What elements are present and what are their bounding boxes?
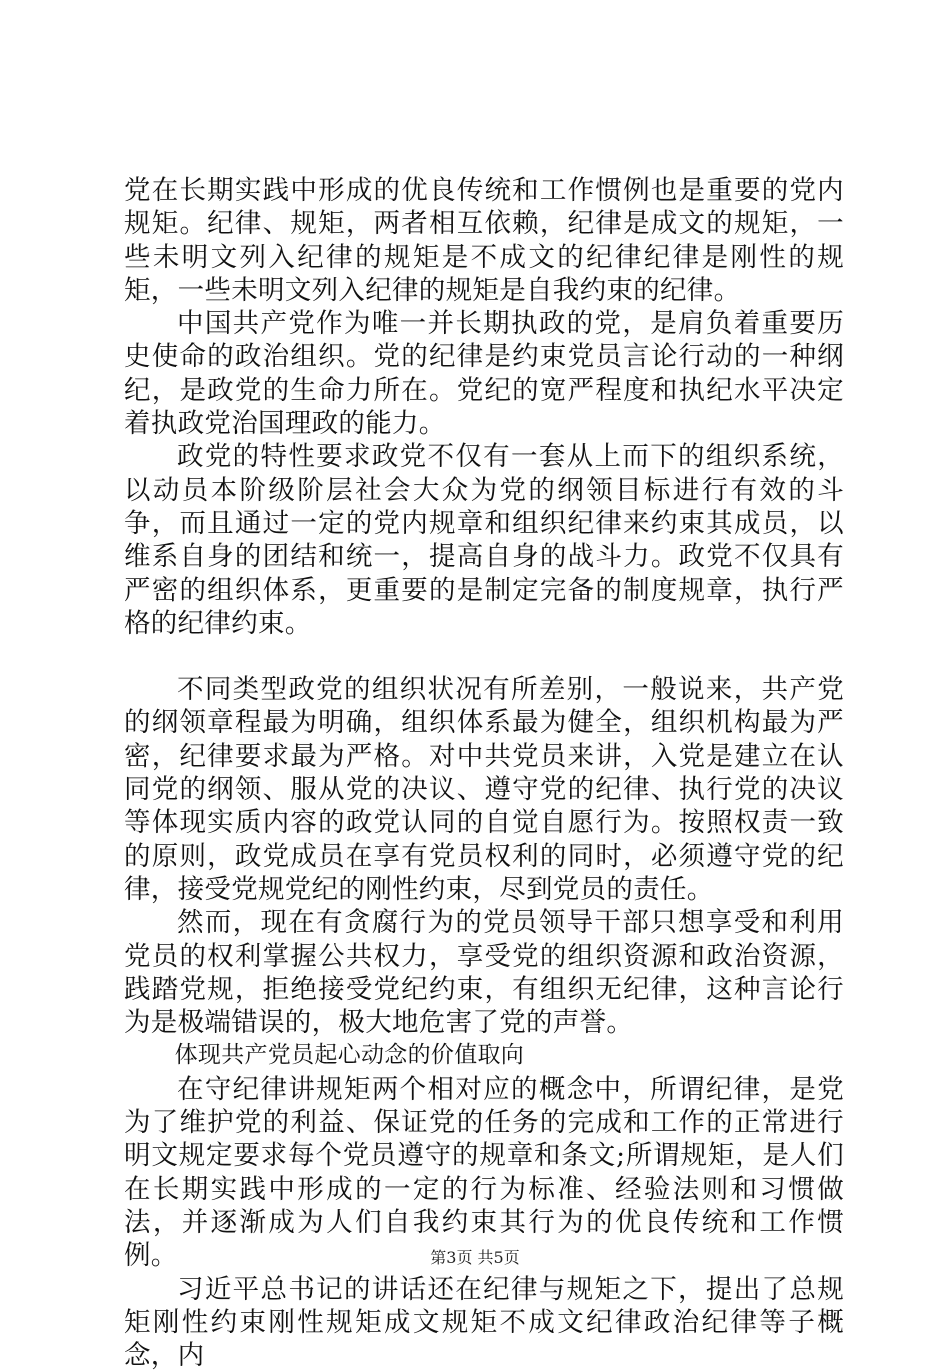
paragraph-7: 习近平总书记的讲话还在纪律与规矩之下，提出了总规矩刚性约束刚性规矩成文规矩不成文纪律政治纪律等子概念，内 — [124, 1273, 844, 1372]
section-heading: 体现共产党员起心动念的价值取向 — [124, 1039, 844, 1072]
paragraph-3: 政党的特性要求政党不仅有一套从上而下的组织系统，以动员本阶级阶层社会大众为党的纲领目标进行有效的斗争，而且通过一定的党内规章和组织纪律来约束其成员，以维系自身的团结和统一，提高自身的战斗力。政党不仅具有严密的组织体系，更重要的是制定完备的制度规章，执行严格的纪律约束。 — [124, 440, 844, 640]
paragraph-1: 党在长期实践中形成的优良传统和工作惯例也是重要的党内规矩。纪律、规矩，两者相互依赖，纪律是成文的规矩，一些未明文列入纪律的规矩是不成文的纪律纪律是刚性的规矩，一些未明文列入纪律的规矩是自我约束的纪律。 — [124, 174, 844, 307]
paragraph-5: 然而，现在有贪腐行为的党员领导干部只想享受和利用党员的权利掌握公共权力，享受党的组织资源和政治资源，践踏党规，拒绝接受党纪约束，有组织无纪律，这种言论行为是极端错误的，极大地危害了党的声誉。 — [124, 906, 844, 1039]
paragraph-6: 在守纪律讲规矩两个相对应的概念中，所谓纪律，是党为了维护党的利益、保证党的任务的完成和工作的正常进行明文规定要求每个党员遵守的规章和条文;所谓规矩，是人们在长期实践中形成的一定的行为标准、经验法则和习惯做法，并逐渐成为人们自我约束其行为的优良传统和工作惯例。 — [124, 1073, 844, 1273]
paragraph-4: 不同类型政党的组织状况有所差别，一般说来，共产党的纲领章程最为明确，组织体系最为健全，组织机构最为严密，纪律要求最为严格。对中共党员来讲，入党是建立在认同党的纲领、服从党的决议、遵守党的纪律、执行党的决议等体现实质内容的政党认同的自觉自愿行为。按照权责一致的原则，政党成员在享有党员权利的同时，必须遵守党的纪律，接受党规党纪的刚性约束，尽到党员的责任。 — [124, 673, 844, 906]
paragraph-2: 中国共产党作为唯一并长期执政的党，是肩负着重要历史使命的政治组织。党的纪律是约束党员言论行动的一种纲纪，是政党的生命力所在。党纪的宽严程度和执纪水平决定着执政党治国理政的能力。 — [124, 307, 844, 440]
document-body — [124, 174, 844, 1372]
page-number-footer: 第3页 共5页 — [0, 1245, 950, 1268]
